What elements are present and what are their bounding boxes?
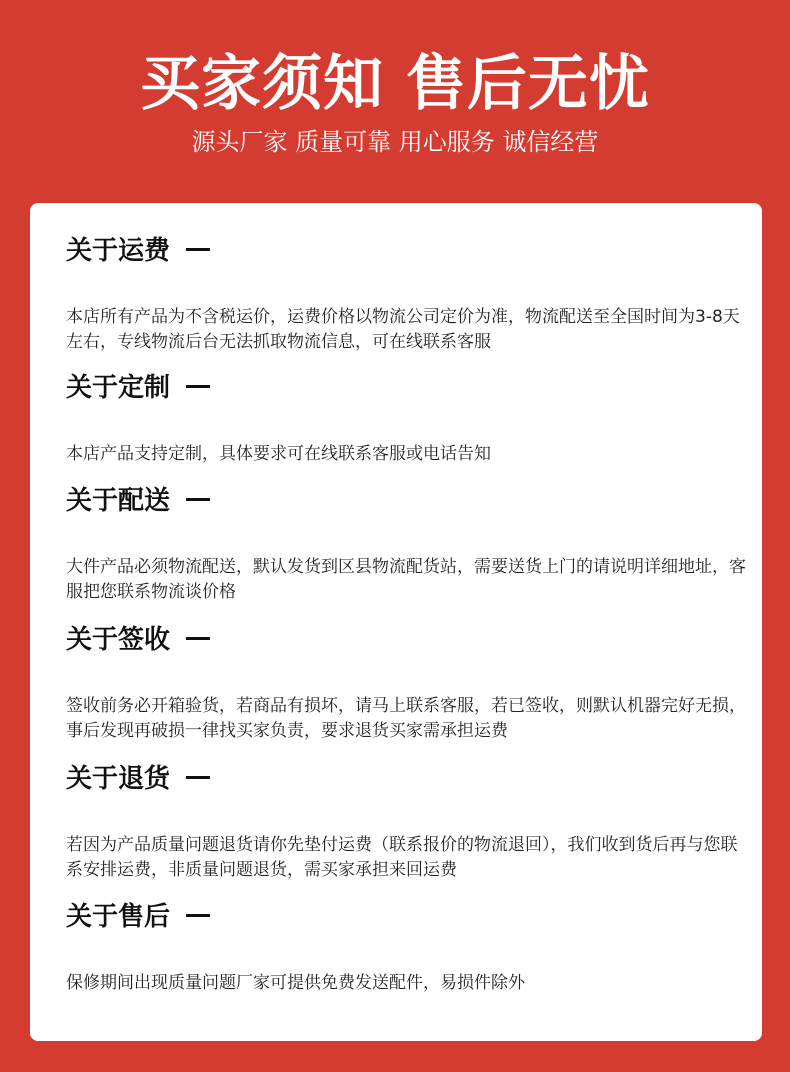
section-body: 保修期间出现质量问题厂家可提供免费发送配件，易损件除外: [66, 973, 525, 993]
section-title-text: 关于配送: [66, 486, 171, 516]
section-body: 签收前务必开箱验货，若商品有损坏，请马上联系客服，若已签收，则默认机器完好无损，事后发现再破损一律找买家负责，要求退货买家需承担运费: [66, 696, 746, 741]
page-title: 买家须知 售后无忧: [140, 49, 650, 119]
section-body: 本店所有产品为不含税运价，运费价格以物流公司定价为准，物流配送至全国时间为3-8天左右，专线物流后台无法抓取物流信息，可在线联系客服: [66, 307, 740, 352]
section-title-text: 关于运费: [66, 236, 171, 266]
section-title-text: 关于售后: [66, 902, 171, 932]
section-signing: [66, 620, 746, 744]
section-after-sales: [66, 897, 746, 996]
title-dash: [186, 776, 210, 779]
section-title: [66, 368, 746, 408]
section-returns: [66, 759, 746, 883]
title-dash: [186, 914, 210, 917]
section-delivery: [66, 481, 746, 605]
notice-card: [30, 203, 762, 1041]
section-title: [66, 481, 746, 521]
title-dash: [186, 637, 210, 640]
section-title-text: 关于定制: [66, 373, 171, 403]
section-body: 本店产品支持定制，具体要求可在线联系客服或电话告知: [66, 444, 491, 464]
title-dash: [186, 385, 210, 388]
section-customization: [66, 368, 746, 467]
section-shipping-fee: [66, 231, 746, 355]
page-subtitle: 源头厂家 质量可靠 用心服务 诚信经营: [191, 128, 599, 156]
section-title: [66, 620, 746, 660]
section-title: [66, 231, 746, 271]
section-body: 若因为产品质量问题退货请你先垫付运费（联系报价的物流退回），我们收到货后再与您联系安排运费，非质量问题退货，需买家承担来回运费: [66, 835, 738, 880]
title-dash: [186, 498, 210, 501]
page-header: [0, 0, 790, 200]
section-title-text: 关于签收: [66, 625, 171, 655]
section-title: [66, 759, 746, 799]
section-title-text: 关于退货: [66, 764, 171, 794]
section-body: 大件产品必须物流配送，默认发货到区县物流配货站，需要送货上门的请说明详细地址，客服把您联系物流谈价格: [66, 557, 746, 602]
section-title: [66, 897, 746, 937]
title-dash: [186, 248, 210, 251]
